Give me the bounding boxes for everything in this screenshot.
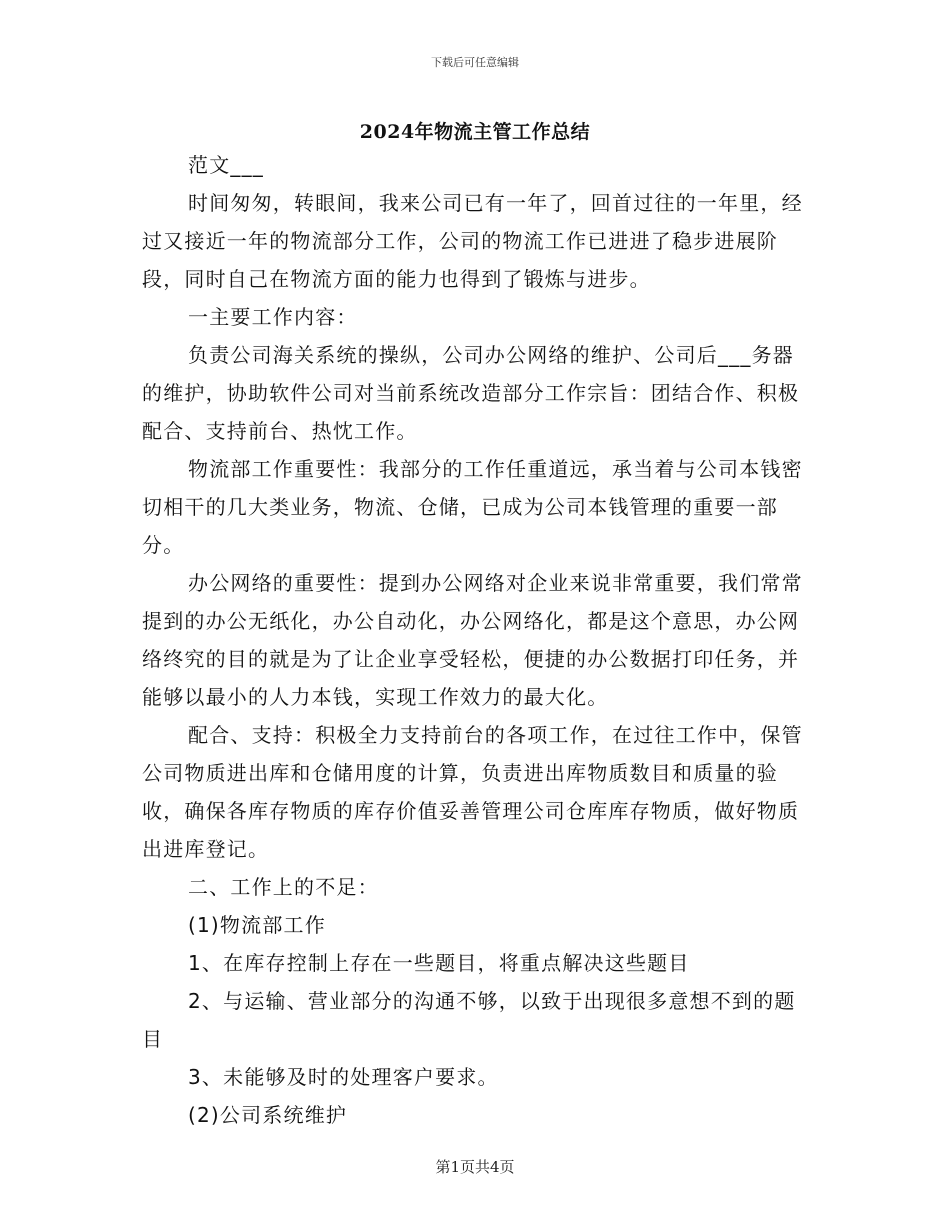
paragraph: 办公网络的重要性：提到办公网络对企业来说非常重要，我们常常提到的办公无纸化，办公自动化，办公网络化，都是这个意思，办公网络终究的目的就是为了让企业享受轻松，便捷的办公数据打印任务，并能够以最小的人力本钱，实现工作效力的最大化。 (142, 571, 803, 709)
paragraph: 一主要工作内容： (188, 305, 358, 329)
paragraph: 负责公司海关系统的操纵，公司办公网络的维护、公司后___务器的维护，协助软件公司对当前系统改造部分工作宗旨：团结合作、积极配合、支持前台、热忱工作。 (142, 343, 800, 443)
paragraph: 时间匆匆，转眼间，我来公司已有一年了，回首过往的一年里，经过又接近一年的物流部分工作，公司的物流工作已进进了稳步进展阶段，同时自己在物流方面的能力也得到了锻炼与进步。 (142, 191, 803, 291)
list-item: 2、与运输、营业部分的沟通不够，以致于出现很多意想不到的题目 (142, 989, 796, 1051)
paragraph: 物流部工作重要性：我部分的工作任重道远，承当着与公司本钱密切相干的几大类业务，物流、仓储，已成为公司本钱管理的重要一部分。 (142, 457, 803, 557)
subsection-heading: (1)物流部工作 (188, 913, 326, 937)
section-heading: 二、工作上的不足： (188, 875, 379, 899)
paragraph: 范文___ (188, 153, 264, 177)
document-body (142, 146, 810, 1134)
paragraph: 配合、支持：积极全力支持前台的各项工作，在过往工作中，保管公司物质进出库和仓储用度的计算，负责进出库物质数目和质量的验收，确保各库存物质的库存价值妥善管理公司仓库库存物质，做好物质出进库登记。 (142, 723, 803, 861)
document-title: 2024年物流主管工作总结 (359, 121, 591, 143)
list-item: 1、在库存控制上存在一些题目，将重点解决这些题目 (188, 951, 690, 975)
header-note: 下载后可任意编辑 (431, 56, 519, 69)
list-item: 3、未能够及时的处理客户要求。 (188, 1065, 499, 1089)
subsection-heading: (2)公司系统维护 (188, 1103, 348, 1127)
page-indicator: 第1页共4页 (435, 1158, 515, 1176)
